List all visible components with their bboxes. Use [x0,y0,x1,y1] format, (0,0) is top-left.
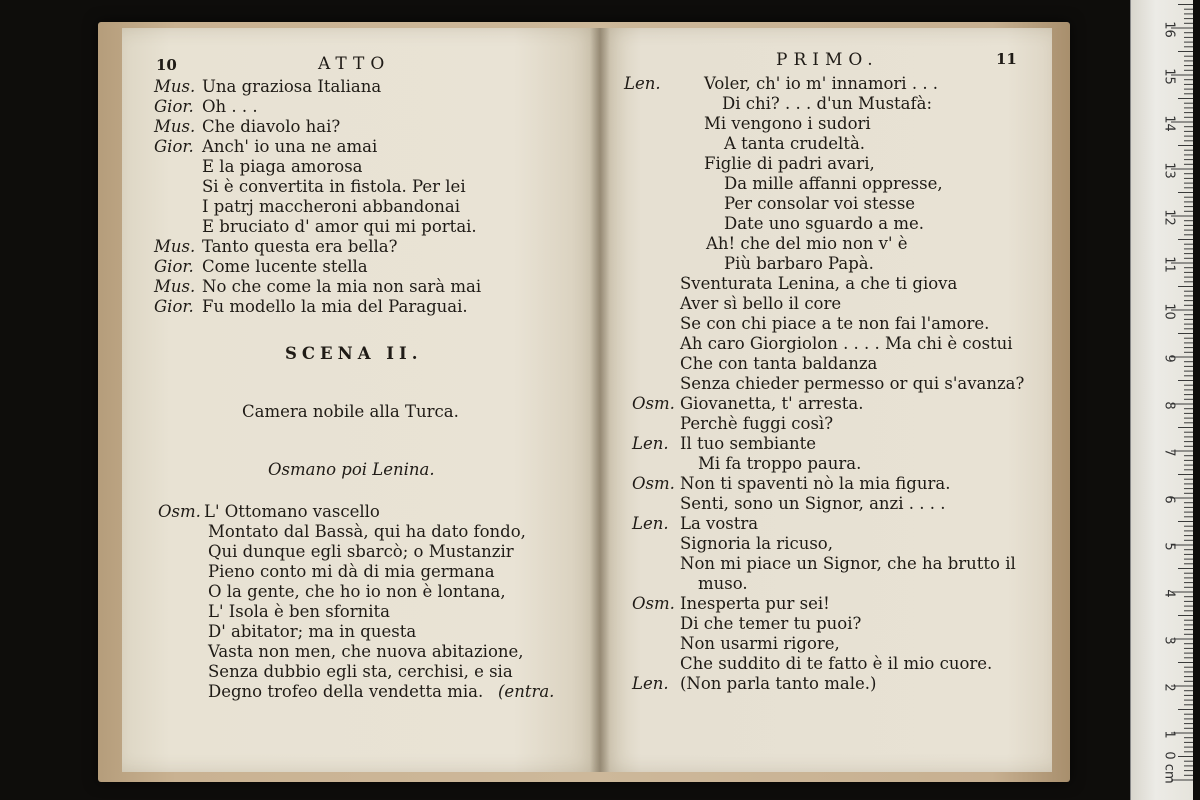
verse-line: Qui dunque egli sbarcò; o Mustanzir [208,542,514,561]
ruler-mark: 8 [1161,401,1177,410]
speaker: Osm. [632,394,675,413]
ruler-mark: 7 [1161,448,1177,457]
speaker: Len. [632,514,669,533]
verse-line: Più barbaro Papà. [724,254,874,273]
page-number: 11 [996,50,1017,68]
verse-line: Da mille affanni oppresse, [724,174,943,193]
ruler-mark: 10 [1161,303,1177,320]
verse-line: Sventurata Lenina, a che ti giova [680,274,958,293]
verse-line: Anch' io una ne amai [202,137,378,156]
ruler-mark: 16 [1161,21,1177,38]
verse-line: L' Isola è ben sfornita [208,602,390,621]
speaker: Osm. [158,502,201,521]
speaker: Osm. [632,594,675,613]
verse-line: Mi vengono i sudori [704,114,871,133]
page-header: ATTO [318,54,391,74]
scene-characters: Osmano poi Lenina. [268,460,435,479]
verse-line: muso. [698,574,748,593]
verse-line: Oh . . . [202,97,258,116]
verse-line: Montato dal Bassà, qui ha dato fondo, [208,522,526,541]
ruler-mark: 9 [1161,354,1177,363]
verse-line: Come lucente stella [202,257,368,276]
ruler-mark: 11 [1161,256,1177,273]
verse-line: Signoria la ricuso, [680,534,833,553]
verse-line: Che con tanta baldanza [680,354,878,373]
verse-line: La vostra [680,514,759,533]
measuring-ruler [1130,0,1193,800]
verse-line: O la gente, che ho io non è lontana, [208,582,506,601]
scene-title: SCENA II. [285,344,423,363]
verse-line: Il tuo sembiante [680,434,817,453]
verse-line: Se con chi piace a te non fai l'amore. [680,314,990,333]
verse-line: E la piaga amorosa [202,157,363,176]
verse-line: Una graziosa Italiana [202,77,382,96]
verse-line: Inesperta pur sei! [680,594,830,613]
verse-line: Giovanetta, t' arresta. [680,394,864,413]
verse-line: D' abitator; ma in questa [208,622,417,641]
verse-line: Per consolar voi stesse [724,194,916,213]
speaker: Len. [632,434,669,453]
verse-line: Non usarmi rigore, [680,634,840,653]
verse-line: Senti, sono un Signor, anzi . . . . [680,494,946,513]
page-number: 10 [156,56,177,74]
verse-line: Figlie di padri avari, [704,154,875,173]
verse-line: Si è convertita in fistola. Per lei [202,177,466,196]
verse-line: A tanta crudeltà. [724,134,866,153]
ruler-mark: 2 [1161,683,1177,692]
page-header: PRIMO. [776,50,879,70]
verse-line: Fu modello la mia del Paraguai. [202,297,468,316]
verse-line: Ah caro Giorgiolon . . . . Ma chi è costui [680,334,1013,353]
ruler-mark: 5 [1161,542,1177,551]
verse-line: E bruciato d' amor qui mi portai. [202,217,477,236]
verse-line: Senza chieder permesso or qui s'avanza? [680,374,1025,393]
verse-line: Ah! che del mio non v' è [706,234,908,253]
verse-line: L' Ottomano vascello [204,502,380,521]
ruler-mark: 12 [1161,209,1177,226]
stage-direction: (entra. [498,682,555,701]
left-page [122,28,600,772]
scene-setting: Camera nobile alla Turca. [242,402,459,421]
ruler-mark: 3 [1161,636,1177,645]
right-page [600,28,1052,772]
verse-line: No che come la mia non sarà mai [202,277,482,296]
verse-line: Vasta non men, che nuova abitazione, [208,642,524,661]
verse-line: Che suddito di te fatto è il mio cuore. [680,654,993,673]
verse-line: Mi fa troppo paura. [698,454,862,473]
speaker: Osm. [632,474,675,493]
verse-line: I patrj maccheroni abbandonai [202,197,461,216]
ruler-mark: 6 [1161,495,1177,504]
verse-line: Pieno conto mi dà di mia germana [208,562,495,581]
speaker: Gior. [154,97,194,116]
ruler-mark: 4 [1161,589,1177,598]
verse-line: Senza dubbio egli sta, cerchisi, e sia [208,662,513,681]
verse-line: Non ti spaventi nò la mia figura. [680,474,951,493]
verse-line: Di che temer tu puoi? [680,614,862,633]
speaker: Gior. [154,257,194,276]
speaker: Len. [632,674,669,693]
ruler-mark: 1 [1161,730,1177,739]
book-gutter [590,28,610,772]
verse-line: Tanto questa era bella? [202,237,398,256]
speaker: Mus. [154,277,196,296]
verse-line: Date uno sguardo a me. [724,214,924,233]
speaker: Mus. [154,77,196,96]
verse-line: Perchè fuggi così? [680,414,834,433]
speaker: Mus. [154,237,196,256]
verse-line: Che diavolo hai? [202,117,341,136]
ruler-mark: 15 [1161,68,1177,85]
speaker: Gior. [154,297,194,316]
speaker: Len. [624,74,661,93]
speaker: Mus. [154,117,196,136]
verse-line: (Non parla tanto male.) [680,674,877,693]
verse-line: Degno trofeo della vendetta mia. [208,682,484,701]
verse-line: Non mi piace un Signor, che ha brutto il [680,554,1016,573]
ruler-mark: 14 [1161,115,1177,132]
verse-line: Aver sì bello il core [680,294,842,313]
ruler-unit-label: 0 cm [1161,751,1177,784]
verse-line: Voler, ch' io m' innamori . . . [704,74,939,93]
ruler-mark: 13 [1161,162,1177,179]
speaker: Gior. [154,137,194,156]
verse-line: Di chi? . . . d'un Mustafà: [722,94,933,113]
